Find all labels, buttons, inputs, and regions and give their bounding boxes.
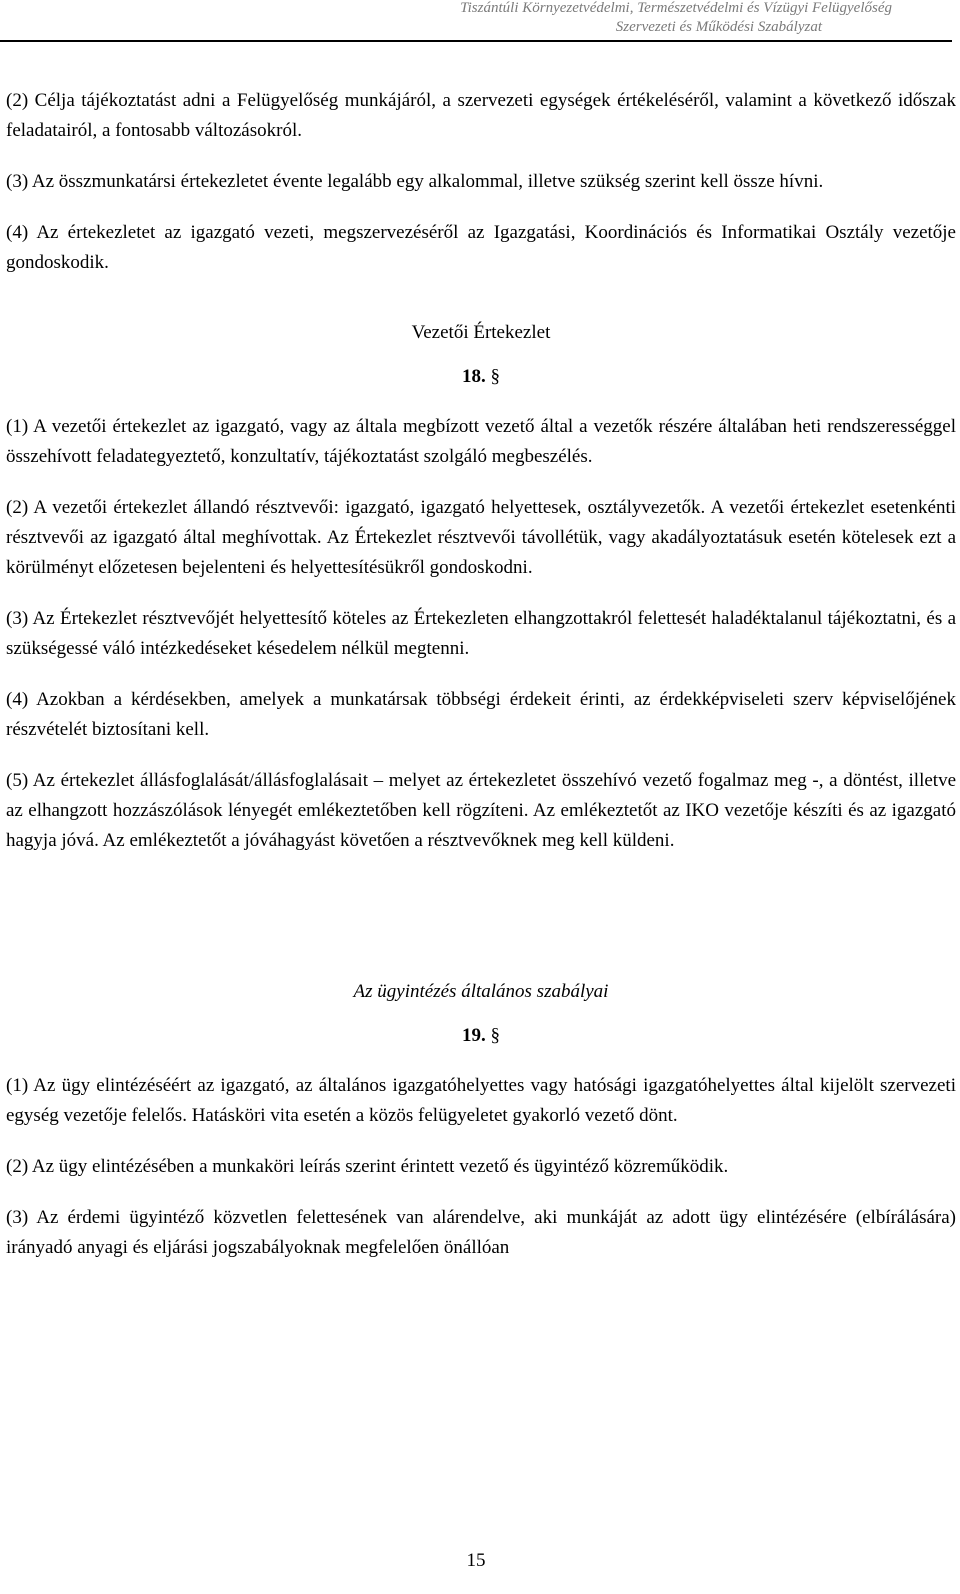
section-spacer	[6, 877, 956, 937]
header-document-title: Szervezeti és Működési Szabályzat	[615, 19, 822, 35]
paragraph-18-5: (5) Az értekezlet állásfoglalását/állásfoglalásait – melyet az értekezletet összehívó vezető fogalmaz meg -, a döntést, illetve az elhangzott hozzászólások lényegét emlékeztetőben kell rögzíteni. Az emlékeztetőt az IKO vezetője készíti és az igazgató hagyja jóvá. Az emlékeztetőt a jóváhagyást követően a résztvevőknek meg kell küldeni.	[6, 770, 956, 851]
paragraph-18-3: (3) Az Értekezlet résztvevőjét helyettesítő köteles az Értekezleten elhangzottakról felettesét haladéktalanul tájékoztatni, és a szükségessé váló intézkedéseket késedelem nélkül megtenni.	[6, 608, 956, 659]
paragraph-18-1: (1) A vezetői értekezlet az igazgató, vagy az általa megbízott vezető által a vezetők részére általában heti rendszerességgel összehívott feladategyeztető, konzultatív, tájékoztatást szolgáló megbeszélés.	[6, 416, 956, 467]
paragraph-17-3: (3) Az összmunkatársi értekezletet évente legalább egy alkalommal, illetve szükség szerint kell össze hívni.	[6, 171, 824, 192]
section-19-title: Az ügyintézés általános szabályai	[353, 981, 609, 1002]
section-18-number-text: 18.	[462, 366, 486, 387]
section-19-number-text: 19.	[462, 1025, 486, 1046]
paragraph-17-2: (2) Célja tájékoztatást adni a Felügyelőség munkájáról, a szervezeti egységek értékeléséről, valamint a következő időszak feladatairól, a fontosabb változásokról.	[6, 90, 956, 141]
paragraph-19-2: (2) Az ügy elintézésében a munkaköri leírás szerint érintett vezető és ügyintéző közreműködik.	[6, 1156, 729, 1177]
paragraph-19-1: (1) Az ügy elintézéséért az igazgató, az általános igazgatóhelyettes vagy hatósági igazgatóhelyettes által kijelölt szervezeti egység vezetője felelős. Hatásköri vita esetén a közös felügyeletet gyakorló vezető dönt.	[6, 1075, 956, 1126]
paragraph-18-2: (2) A vezetői értekezlet állandó résztvevői: igazgató, igazgató helyettesek, osztályvezetők. A vezetői értekezlet esetenkénti résztvevői az igazgató által meghívottak. Az Értekezlet résztvevői távollétük, vagy akadályoztatásuk esetén kötelesek ezt a körülményt előzetesen bejelenteni és helyettesítésükről gondoskodni.	[6, 497, 956, 578]
paragraph-19-3: (3) Az érdemi ügyintéző közvetlen felettesének van alárendelve, aki munkáját az adott ügy elintézésére (elbírálására) irányadó anyagi és eljárási jogszabályoknak megfelelően önállóan	[6, 1207, 956, 1258]
paragraph-symbol: §	[490, 366, 500, 387]
paragraph-symbol: §	[490, 1025, 500, 1046]
section-18-title: Vezetői Értekezlet	[411, 322, 551, 343]
section-18-number	[6, 362, 956, 392]
section-19-number	[6, 1021, 956, 1051]
page-header	[0, 0, 952, 42]
page-number: 15	[466, 1550, 486, 1571]
paragraph-18-4: (4) Azokban a kérdésekben, amelyek a munkatársak többségi érdekeit érinti, az érdekképviseleti szerv képviselőjének részvételét biztosítani kell.	[6, 689, 956, 740]
document-body	[6, 86, 956, 1284]
header-organization: Tiszántúli Környezetvédelmi, Természetvédelmi és Vízügyi Felügyelőség	[460, 0, 892, 16]
paragraph-17-4: (4) Az értekezletet az igazgató vezeti, megszervezéséről az Igazgatási, Koordinációs és Informatikai Osztály vezetője gondoskodik.	[6, 222, 956, 273]
